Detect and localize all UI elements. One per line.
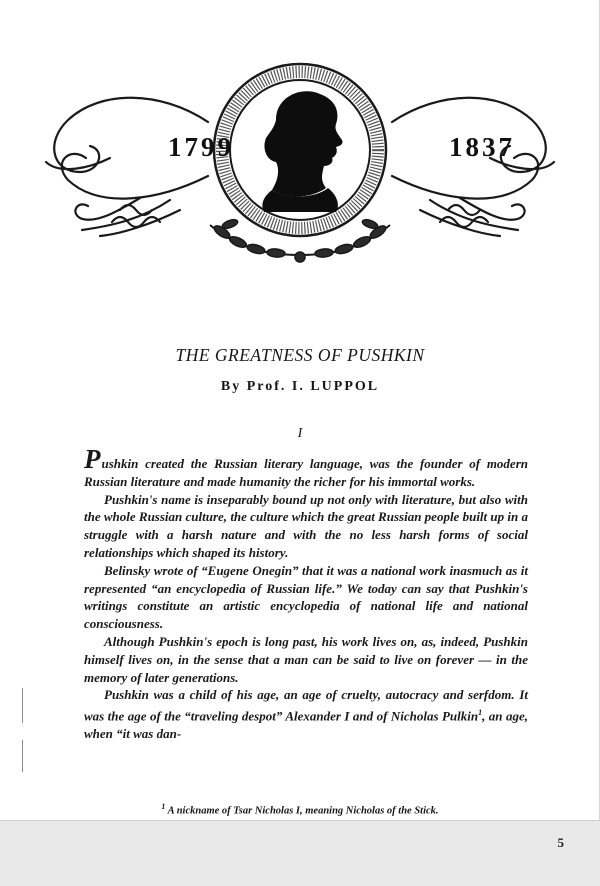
article-title: THE GREATNESS OF PUSHKIN — [175, 345, 425, 365]
article-byline: By Prof. I. LUPPOL — [220, 379, 380, 394]
header-ornament — [40, 50, 560, 280]
footnote-reference[interactable]: 1 — [478, 708, 483, 718]
margin-mark — [22, 740, 23, 772]
article-body — [84, 444, 529, 743]
paragraph — [84, 444, 528, 491]
paragraph-text: Pushkin was a child of his age, an age of cruelty, autocracy and serfdom. It was the age of the “traveling despot” Alexander I and of Nicholas Pulkin — [84, 687, 528, 724]
drop-cap: P — [84, 444, 101, 474]
death-year: 1837 — [449, 132, 515, 162]
footnote-marker: 1 — [161, 802, 166, 811]
paragraph — [84, 686, 528, 743]
paragraph-text: ushkin created the Russian literary language, was the founder of modern Russian literature and made humanity the richer for his immortal works. — [84, 456, 528, 489]
section-number: I — [297, 426, 303, 441]
paragraph: Although Pushkin's epoch is long past, his work lives on, as, indeed, Pushkin himself lives on, in the sense that a man can be said to live on forever — in the memory of later generations. — [84, 633, 528, 685]
birth-year: 1799 — [168, 132, 234, 162]
footnote-text: A nickname of Tsar Nicholas I, meaning Nicholas of the Stick. — [165, 805, 439, 817]
paragraph: Pushkin's name is inseparably bound up not only with literature, but also with the whole Russian culture, the culture which the great Russian people built up in a struggle with a harsh nature and with the no less harsh forms of social relationships which shaped its history. — [84, 491, 528, 560]
page-footer-bar — [0, 820, 600, 886]
paragraph: Belinsky wrote of “Eugene Onegin” that it was a national work inasmuch as it represented “an encyclopedia of Russian life.” We today can say that Pushkin's writings constitute an artistic encyclopedia of national life and national consciousness. — [84, 562, 528, 632]
paragraph-text: , an age, when “it was dan- — [84, 708, 529, 742]
footnote — [0, 802, 600, 817]
page-number: 5 — [557, 835, 564, 850]
margin-mark — [22, 688, 23, 723]
ornament-flourish-graphic — [40, 50, 560, 280]
